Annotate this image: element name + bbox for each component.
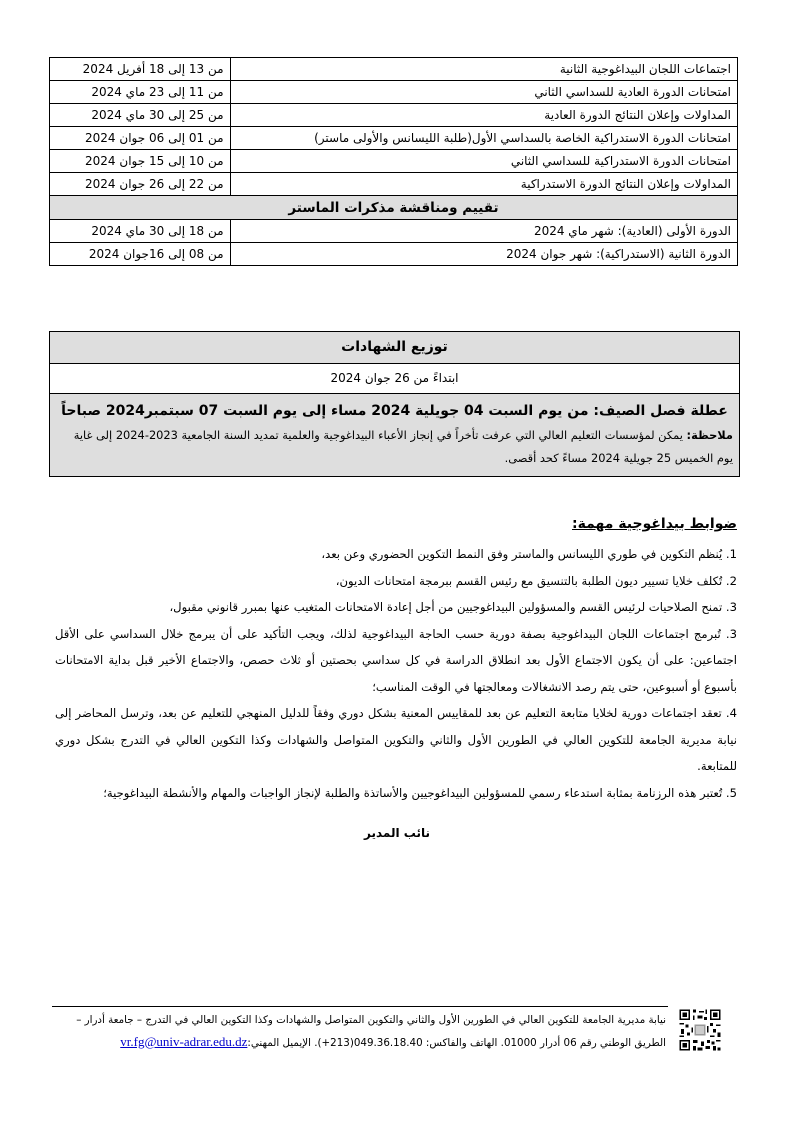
rule-item: 1. يُنظم التكوين في طوري الليسانس والماستر وفق النمط التكوين الحضوري وعن بعد، <box>321 547 737 561</box>
footer-contact: الطريق الوطني رقم 06 أدرار 01000. الهاتف والفاكس: 049.36.18.40(213+). الإيميل المهني: <box>247 1037 666 1049</box>
event-cell: الدورة الثانية (الاستدراكية): شهر جوان 2024 <box>230 243 737 266</box>
certificates-box <box>49 331 740 477</box>
event-cell: المداولات وإعلان النتائج الدورة الاستدراكية <box>230 173 737 196</box>
event-cell: امتحانات الدورة العادية للسداسي الثاني <box>230 81 737 104</box>
note-text: يمكن لمؤسسات التعليم العالي التي عرفت تأخراً في إنجاز الأعباء البيداغوجية والعلمية تمديد السنة الجامعية 2023-2024 إلى غاية يوم الخميس 25 جويلية 2024 مساءً كحد أقصى. <box>73 428 733 465</box>
summer-break-section <box>50 394 739 476</box>
note-paragraph <box>56 424 733 470</box>
date-cell: من 08 إلى 16جوان 2024 <box>50 243 231 266</box>
table-row <box>50 104 738 127</box>
footer <box>52 1009 666 1054</box>
rule-item: 4. تعقد اجتماعات دورية لخلايا متابعة التعليم عن بعد للمقاييس المعنية بشكل دوري وفقاً للدليل المنهجي للتعليم عن بعد، وترسل المحاضر إلى نيابة مديرية الجامعة للتكوين العالي في الطورين الأول والثاني والتكوين المتواصل والشهادات وكذا التكوين العالي في التدرج بشكل دوري للمتابعة. <box>55 706 737 773</box>
date-cell: من 10 إلى 15 جوان 2024 <box>50 150 231 173</box>
table-row <box>50 150 738 173</box>
event-cell: اجتماعات اللجان البيداغوجية الثانية <box>230 58 737 81</box>
summer-break-headline: عطلة فصل الصيف: من يوم السبت 04 جويلية 2024 مساء إلى يوم السبت 07 سبتمبر2024 صباحاً <box>61 403 728 419</box>
event-cell: امتحانات الدورة الاستدراكية الخاصة بالسداسي الأول(طلبة الليسانس والأولى ماستر) <box>230 127 737 150</box>
rule-item: 3. تمنح الصلاحيات لرئيس القسم والمسؤولين البيداغوجيين من أجل إعادة الامتحانات المتغيب عنها بمبرر قانوني مقبول، <box>169 600 737 614</box>
certificates-start-date: ابتداءً من 26 جوان 2024 <box>50 364 739 394</box>
date-cell: من 22 إلى 26 جوان 2024 <box>50 173 231 196</box>
date-cell: من 25 إلى 30 ماي 2024 <box>50 104 231 127</box>
rule-item: 3. تُبرمج اجتماعات اللجان البيداغوجية بصفة دورية حسب الحاجة البيداغوجية لذلك، ويجب التأكيد على أن يبرمج خلال السداسي على الأقل اجتماعين: على أن يكون الاجتماع الأول بعد انطلاق الدراسة في كل سداسي بحصتين أو ثلاث حصص، والاجتماع الأخير قبل بداية الامتحانات بأسبوع أو أسبوعين، حتى يتم رصد الانشغالات ومعالجتها في الوقت المناسب؛ <box>55 626 737 694</box>
footer-email-link[interactable]: vr.fg@univ-adrar.edu.dz <box>120 1034 248 1049</box>
table-row <box>50 243 738 266</box>
event-cell: المداولات وإعلان النتائج الدورة العادية <box>230 104 737 127</box>
signature-title: نائب المدير <box>364 826 430 840</box>
certificates-title: توزيع الشهادات <box>50 332 739 364</box>
table-row <box>50 81 738 104</box>
footer-address-line1: نيابة مديرية الجامعة للتكوين العالي في الطورين الأول والثاني والتكوين المتواصل والشهادات وكذا التكوين العالي في التدرج – جامعة أدرار – <box>76 1014 666 1026</box>
note-label: ملاحظة: <box>686 428 733 442</box>
event-cell: امتحانات الدورة الاستدراكية للسداسي الثاني <box>230 150 737 173</box>
section-title: تقييم ومناقشة مذكرات الماستر <box>50 196 738 220</box>
table-row <box>50 58 738 81</box>
footer-address-line2 <box>52 1031 666 1054</box>
qr-code-icon <box>678 1008 722 1052</box>
rule-item: 5. تُعتبر هذه الرزنامة بمثابة استدعاء رسمي للمسؤولين البيداغوجيين والأساتذة والطلبة لإنجاز الواجبات والمهام والأنشطة البيداغوجية؛ <box>103 785 737 800</box>
schedule-table <box>49 57 738 266</box>
table-row <box>50 220 738 243</box>
footer-divider <box>52 1006 668 1007</box>
table-row <box>50 173 738 196</box>
date-cell: من 18 إلى 30 ماي 2024 <box>50 220 231 243</box>
date-cell: من 11 إلى 23 ماي 2024 <box>50 81 231 104</box>
table-row <box>50 127 738 150</box>
event-cell: الدورة الأولى (العادية): شهر ماي 2024 <box>230 220 737 243</box>
pedagogical-rules <box>55 513 737 806</box>
section-header-row <box>50 196 738 220</box>
rules-heading: ضوابط بيداغوجية مهمة: <box>572 516 737 532</box>
date-cell: من 01 إلى 06 جوان 2024 <box>50 127 231 150</box>
date-cell: من 13 إلى 18 أفريل 2024 <box>50 58 231 81</box>
rule-item: 2. تُكلف خلايا تسيير ديون الطلبة بالتنسيق مع رئيس القسم ببرمجة امتحانات الديون، <box>335 573 737 588</box>
